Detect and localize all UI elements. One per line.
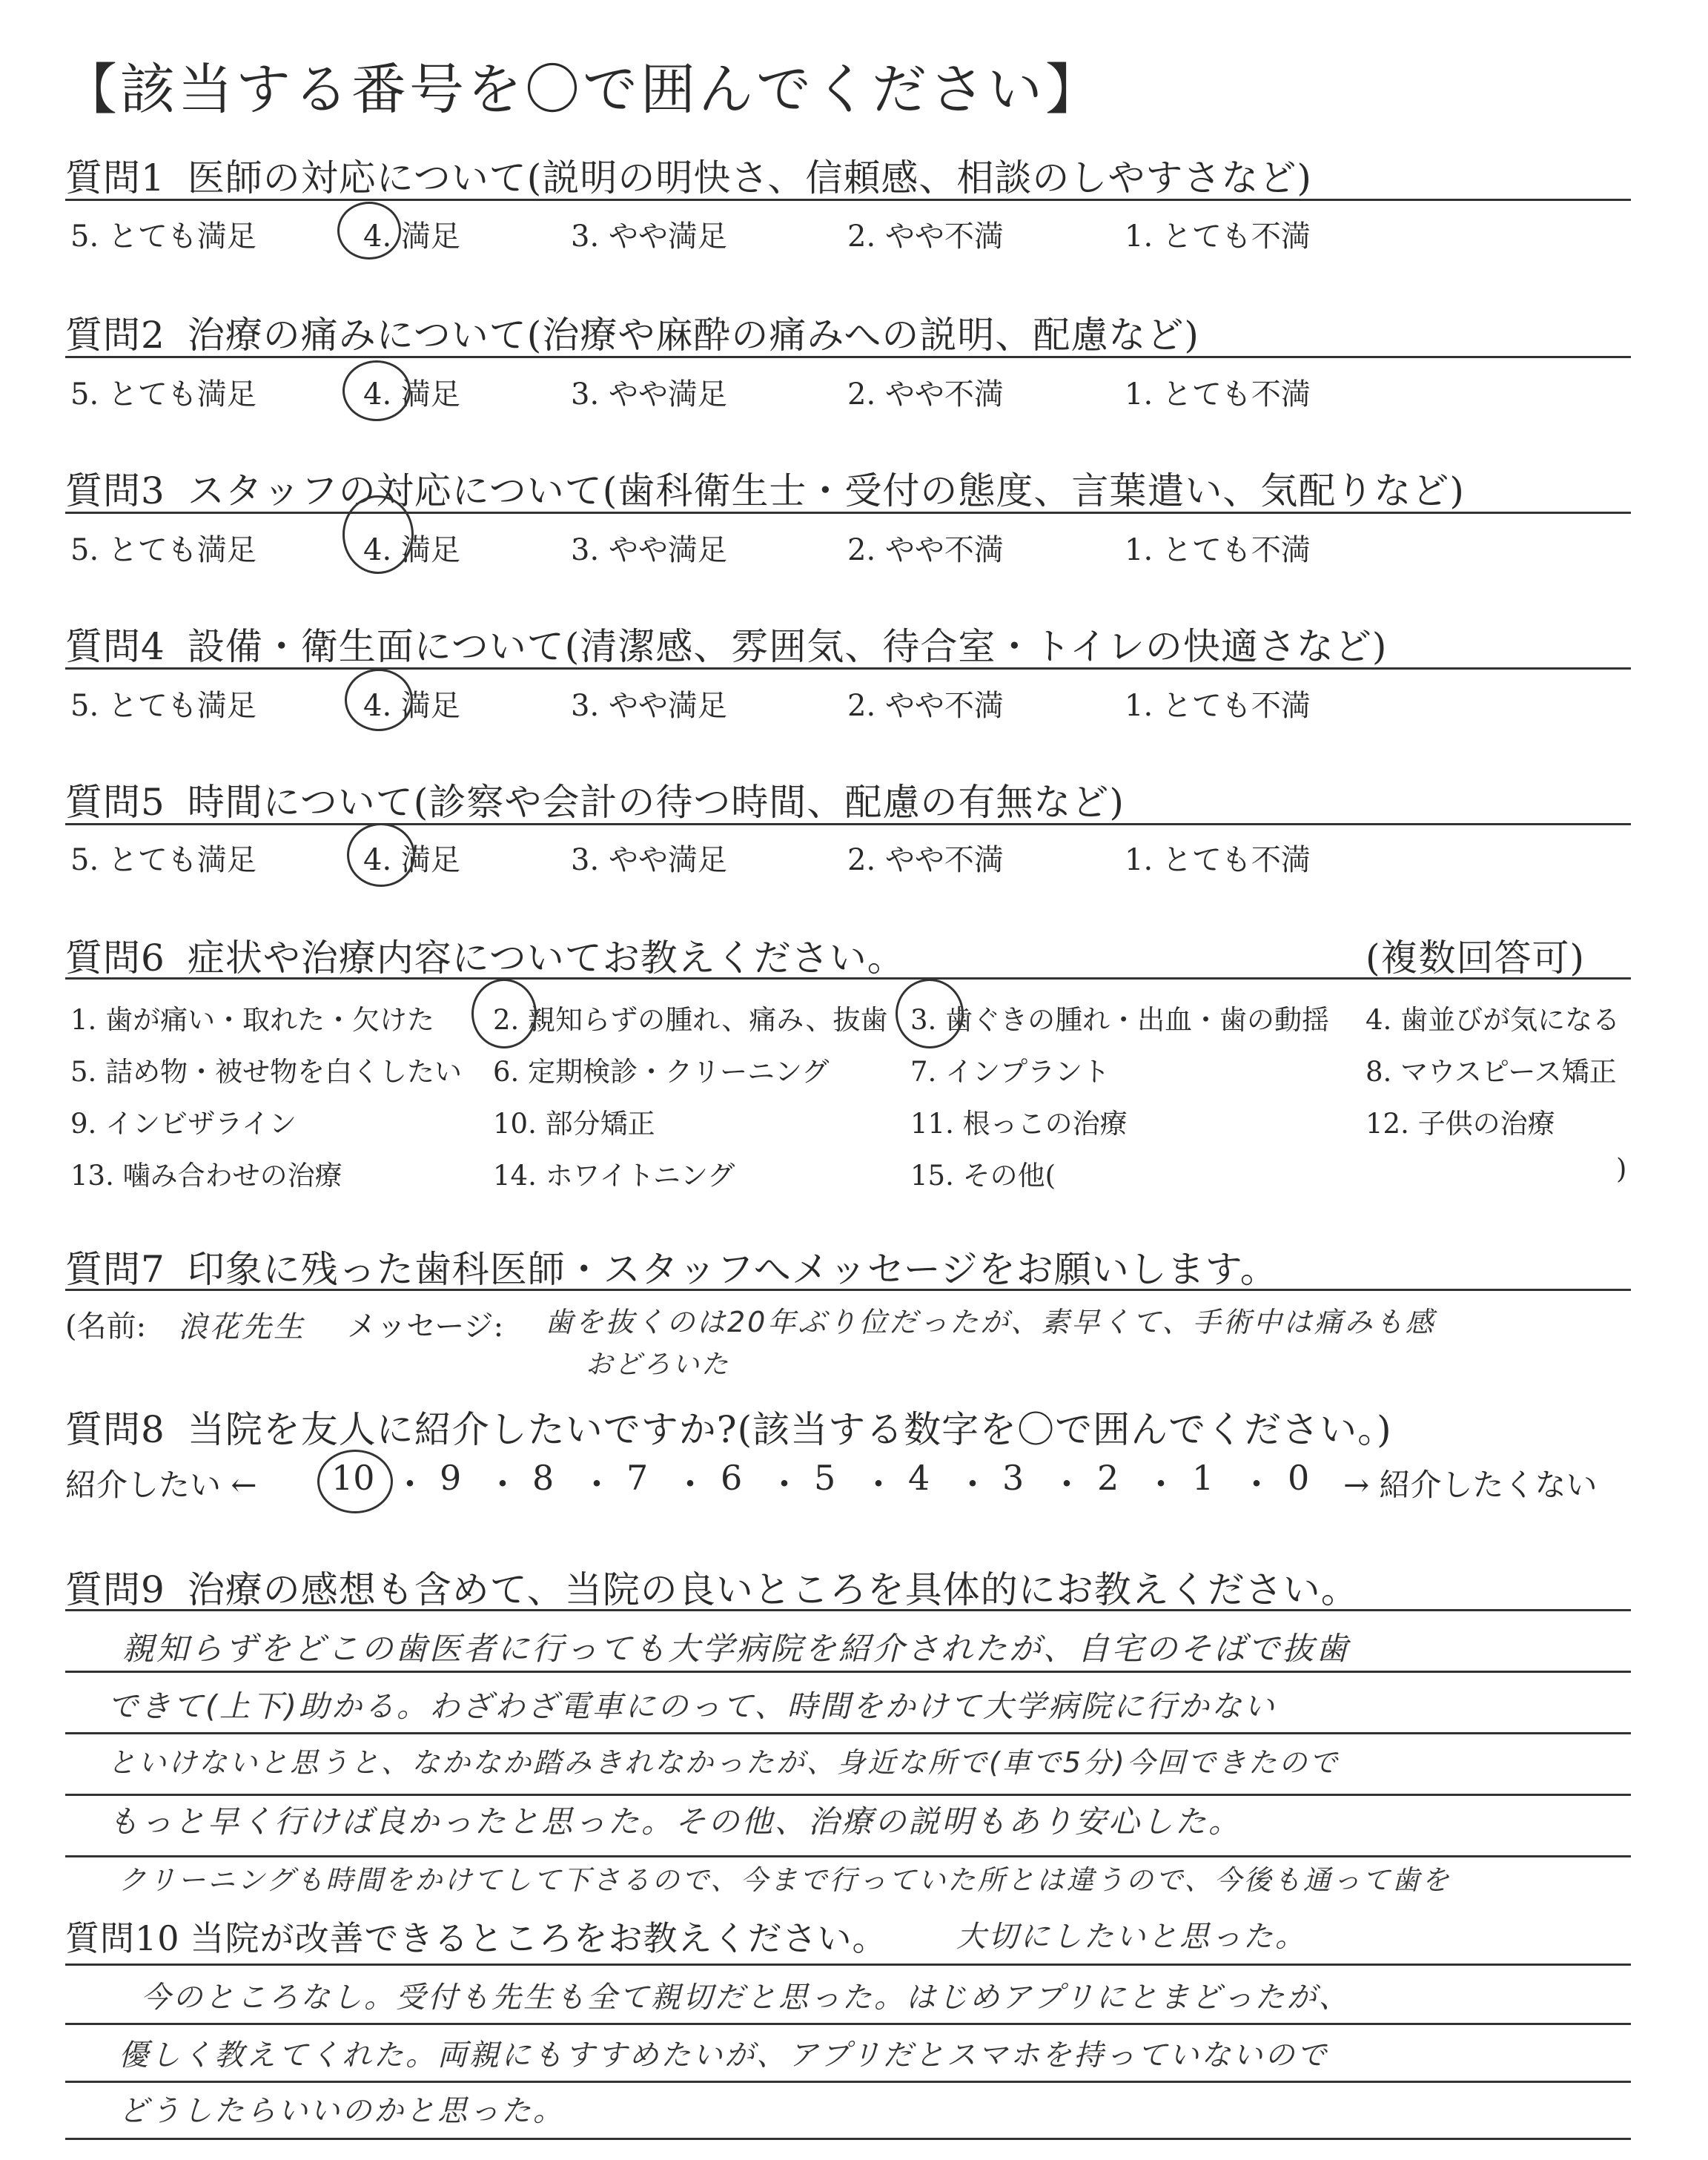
answer-line (65, 1671, 1631, 1673)
name-label: (名前: (65, 1309, 147, 1344)
scale-2[interactable]: 2 (1097, 1458, 1119, 1498)
question-9-title (65, 1560, 1359, 1614)
message-handwritten-line-2: おどろいた (586, 1350, 731, 1380)
scale-8[interactable]: 8 (532, 1458, 555, 1498)
question-number: 質問6 (65, 937, 165, 980)
scale-dot: ・ (1239, 1464, 1274, 1505)
question-8-title (65, 1400, 1392, 1453)
question-5-title (65, 773, 1125, 826)
scale-0[interactable]: 0 (1288, 1458, 1310, 1498)
symptom-option-5[interactable]: 5. 詰め物・被せ物を白くしたい (70, 1056, 463, 1088)
option-1[interactable]: 1. とても不満 (1125, 377, 1311, 412)
selection-circle (337, 202, 401, 260)
question-text: 医師の対応について(説明の明快さ、信頼感、相談のしやすさなど) (187, 156, 1312, 199)
selection-circle (342, 360, 411, 421)
option-4[interactable]: 4. 満足 (363, 219, 460, 254)
question-number: 質問7 (65, 1248, 165, 1291)
question-number: 質問5 (65, 781, 165, 824)
question-text: 症状や治療内容についてお教えください。 (187, 937, 905, 980)
option-3[interactable]: 3. やや満足 (571, 377, 727, 412)
scale-7[interactable]: 7 (626, 1458, 649, 1498)
improve-handwritten-line-3: どうしたらいいのかと思った。 (119, 2094, 565, 2128)
scale-5[interactable]: 5 (814, 1458, 836, 1498)
option-1[interactable]: 1. とても不満 (1125, 843, 1311, 877)
divider (65, 667, 1631, 670)
answer-line (65, 2081, 1631, 2083)
symptom-option-10[interactable]: 10. 部分矯正 (493, 1108, 655, 1140)
symptom-option-9[interactable]: 9. インビザライン (70, 1108, 297, 1140)
scale-dot: ・ (673, 1464, 707, 1505)
option-4[interactable]: 4. 満足 (363, 843, 460, 877)
question-2-title (65, 305, 1199, 359)
answer-handwritten-line-1: 親知らずをどこの歯医者に行っても大学病院を紹介されたが、自宅のそばで抜歯 (122, 1631, 1350, 1668)
answer-handwritten-line-2: できて(上下)助かる。わざわざ電車にのって、時間をかけて大学病院に行かない (107, 1688, 1277, 1724)
option-5[interactable]: 5. とても満足 (70, 533, 256, 567)
scale-3[interactable]: 3 (1002, 1458, 1025, 1498)
option-5[interactable]: 5. とても満足 (70, 843, 256, 877)
answer-line (65, 1732, 1631, 1734)
answer-line (65, 2138, 1631, 2140)
scale-dot: ・ (1050, 1464, 1084, 1505)
symptom-option-13[interactable]: 13. 噛み合わせの治療 (70, 1160, 342, 1192)
answer-line (65, 1609, 1631, 1611)
option-5[interactable]: 5. とても満足 (70, 377, 256, 412)
question-text: 印象に残った歯科医師・スタッフへメッセージをお願いします。 (187, 1248, 1278, 1291)
symptom-option-3[interactable]: 3. 歯ぐきの腫れ・出血・歯の動揺 (910, 1004, 1330, 1036)
option-2[interactable]: 2. やや不満 (847, 377, 1004, 412)
question-number: 質問2 (65, 314, 165, 357)
scale-10[interactable]: 10 (331, 1458, 375, 1498)
scale-1[interactable]: 1 (1192, 1458, 1214, 1498)
scale-dot: ・ (393, 1464, 427, 1505)
question-number: 質問4 (65, 625, 165, 668)
option-4[interactable]: 4. 満足 (363, 533, 460, 567)
scale-4[interactable]: 4 (908, 1458, 930, 1498)
question-7-title (65, 1240, 1278, 1293)
question-text: 治療の痛みについて(治療や麻酔の痛みへの説明、配慮など) (187, 314, 1199, 357)
symptom-option-8[interactable]: 8. マウスピース矯正 (1366, 1056, 1617, 1088)
selection-circle (345, 669, 413, 731)
recommend-left-label: 紹介したい ← (65, 1467, 257, 1503)
option-3[interactable]: 3. やや満足 (571, 843, 727, 877)
selection-circle (342, 495, 414, 574)
question-3-title (65, 461, 1465, 515)
selection-circle (347, 823, 415, 887)
selection-circle (317, 1450, 393, 1513)
scale-9[interactable]: 9 (440, 1458, 462, 1498)
option-1[interactable]: 1. とても不満 (1125, 219, 1311, 254)
option-2[interactable]: 2. やや不満 (847, 689, 1004, 723)
answer-line (65, 2023, 1631, 2025)
divider (65, 356, 1631, 358)
q9-overflow-handwritten: 大切にしたいと思った。 (956, 1920, 1307, 1954)
divider (65, 199, 1631, 201)
option-2[interactable]: 2. やや不満 (847, 533, 1004, 567)
question-text: 当院が改善できるところをお教えください。 (190, 1918, 887, 1958)
page-title: 【該当する番号を〇で囲んでください】 (62, 58, 1103, 122)
divider (65, 823, 1631, 825)
option-2[interactable]: 2. やや不満 (847, 219, 1004, 254)
question-number: 質問9 (65, 1568, 165, 1611)
symptom-option-15[interactable]: 15. その他( (910, 1160, 1056, 1192)
question-6-title (65, 928, 905, 982)
message-label: メッセージ: (347, 1309, 504, 1344)
question-1-title (65, 148, 1312, 202)
symptom-option-1[interactable]: 1. 歯が痛い・取れた・欠けた (70, 1004, 435, 1036)
recommend-right-label: → 紹介したくない (1343, 1467, 1598, 1503)
question-text: スタッフの対応について(歯科衛生士・受付の態度、言葉遣い、気配りなど) (187, 469, 1465, 512)
improve-handwritten-line-1: 今のところなし。受付も先生も全て親切だと思った。はじめアプリにとまどったが、 (141, 1981, 1351, 2015)
symptom-option-7[interactable]: 7. インプラント (910, 1056, 1110, 1088)
symptom-option-12[interactable]: 12. 子供の治療 (1366, 1108, 1555, 1140)
symptom-option-11[interactable]: 11. 根っこの治療 (910, 1108, 1128, 1140)
symptom-option-4[interactable]: 4. 歯並びが気になる (1366, 1004, 1621, 1036)
name-handwritten: 浪花先生 (178, 1310, 305, 1344)
symptom-option-14[interactable]: 14. ホワイトニング (493, 1160, 735, 1192)
selection-circle (471, 979, 537, 1048)
multiple-answer-note: (複数回答可) (1366, 937, 1586, 980)
option-1[interactable]: 1. とても不満 (1125, 689, 1311, 723)
symptom-option-6[interactable]: 6. 定期検診・クリーニング (493, 1056, 830, 1088)
answer-handwritten-line-3: といけないと思うと、なかなか踏みきれなかったが、身近な所で(車で5分)今回できたので (107, 1746, 1340, 1779)
improve-handwritten-line-2: 優しく教えてくれた。両親にもすすめたいが、アプリだとスマホを持っていないので (119, 2038, 1328, 2073)
question-4-title (65, 617, 1387, 670)
option-5[interactable]: 5. とても満足 (70, 689, 256, 723)
answer-handwritten-line-4: もっと早く行けば良かったと思った。その他、治療の説明もあり安心した。 (107, 1803, 1242, 1840)
answer-line (65, 1964, 1631, 1966)
answer-handwritten-line-5: クリーニングも時間をかけてして下さるので、今まで行っていた所とは違うので、今後も通って歯を (119, 1864, 1452, 1896)
symptom-option-2[interactable]: 2. 親知らずの腫れ、痛み、抜歯 (493, 1004, 888, 1036)
option-3[interactable]: 3. やや満足 (571, 533, 727, 567)
scale-dot: ・ (956, 1464, 990, 1505)
option-3[interactable]: 3. やや満足 (571, 689, 727, 723)
option-1[interactable]: 1. とても不満 (1125, 533, 1311, 567)
question-number: 質問8 (65, 1408, 165, 1451)
scale-dot: ・ (767, 1464, 801, 1505)
question-text: 治療の感想も含めて、当院の良いところを具体的にお教えください。 (187, 1568, 1359, 1611)
question-10-title (65, 1912, 887, 1961)
divider (65, 977, 1631, 980)
question-number: 質問1 (65, 156, 165, 199)
question-text: 設備・衛生面について(清潔感、雰囲気、待合室・トイレの快適さなど) (187, 625, 1388, 668)
selection-circle (896, 979, 964, 1048)
scale-6[interactable]: 6 (721, 1458, 743, 1498)
option-3[interactable]: 3. やや満足 (571, 219, 727, 254)
option-5[interactable]: 5. とても満足 (70, 219, 256, 254)
divider (65, 512, 1631, 514)
answer-line (65, 1794, 1631, 1796)
scale-dot: ・ (580, 1464, 614, 1505)
question-text: 時間について(診察や会計の待つ時間、配慮の有無など) (187, 781, 1125, 824)
question-number: 質問3 (65, 469, 165, 512)
option-2[interactable]: 2. やや不満 (847, 843, 1004, 877)
scale-dot: ・ (1144, 1464, 1178, 1505)
other-close-paren: ) (1616, 1153, 1627, 1185)
scale-dot: ・ (486, 1464, 520, 1505)
scale-dot: ・ (861, 1464, 896, 1505)
divider (65, 1289, 1631, 1291)
question-text: 当院を友人に紹介したいですか?(該当する数字を〇で囲んでください。) (187, 1408, 1392, 1451)
option-4[interactable]: 4. 満足 (363, 689, 460, 723)
message-handwritten-line-1: 歯を抜くのは20年ぶり位だったが、素早くて、手術中は痛みも感 (545, 1306, 1436, 1338)
question-number: 質問10 (65, 1918, 180, 1958)
option-4[interactable]: 4. 満足 (363, 377, 460, 412)
